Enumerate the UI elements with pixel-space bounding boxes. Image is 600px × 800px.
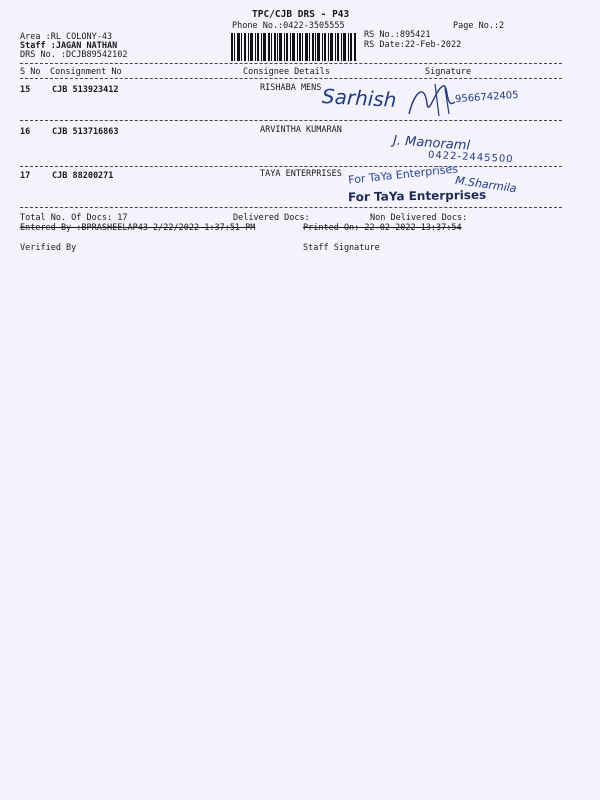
verified-by: Verified By xyxy=(20,243,77,253)
page-number: Page No.:2 xyxy=(453,21,505,31)
row-consignee: ARVINTHA KUMARAN xyxy=(260,125,342,135)
row-sno: 16 xyxy=(20,127,31,137)
divider xyxy=(20,207,562,208)
row-consignment: CJB 88200271 xyxy=(52,171,114,181)
divider xyxy=(20,120,562,121)
non-delivered-docs: Non Delivered Docs: xyxy=(370,213,468,223)
phone-number: Phone No.:0422-3505555 xyxy=(232,21,345,31)
rs-number: RS No.:895421 xyxy=(364,30,431,40)
company-stamp-main: For TaYa Enterprises xyxy=(347,187,487,205)
printed-on: Printed On: 22-02-2022 13:37:54 xyxy=(303,223,462,233)
col-consignee: Consignee Details xyxy=(243,67,330,77)
signature-row15-phone: 9566742405 xyxy=(454,89,519,106)
col-sno: S No xyxy=(20,67,41,77)
rs-date: RS Date:22-Feb-2022 xyxy=(364,40,462,50)
row-consignee: RISHABA MENS xyxy=(260,83,322,93)
signature-row16-phone: 0422-2445500 xyxy=(427,149,514,166)
row-sno: 15 xyxy=(20,85,31,95)
row-consignee: TAYA ENTERPRISES xyxy=(260,169,342,179)
signature-row15: Sarhish xyxy=(321,84,398,112)
row-consignment: CJB 513716863 xyxy=(52,127,119,137)
col-consignment: Consignment No xyxy=(50,67,122,77)
barcode-icon xyxy=(231,33,356,61)
signature-row16-name: J. Manoraml xyxy=(392,133,471,154)
drs-number: DRS No. :DCJB89542102 xyxy=(20,50,128,60)
signature-row17: M.Sharmila xyxy=(454,173,518,196)
staff-label: Staff :JAGAN NATHAN xyxy=(20,41,118,51)
document-title: TPC/CJB DRS - P43 xyxy=(252,9,350,20)
area-label: Area :RL COLONY-43 xyxy=(20,32,113,42)
row-consignment: CJB 513923412 xyxy=(52,85,119,95)
entered-by: Entered By :BPRASHEELAP43 2/22/2022 1:37:51 PM xyxy=(20,223,256,233)
staff-signature-label: Staff Signature xyxy=(303,243,380,253)
divider xyxy=(20,63,562,64)
divider xyxy=(20,166,562,167)
col-signature: Signature xyxy=(425,67,472,77)
divider xyxy=(20,78,562,79)
total-docs: Total No. Of Docs: 17 xyxy=(20,213,128,223)
company-stamp-top: For TaYa Enterprises xyxy=(347,162,459,187)
row-sno: 17 xyxy=(20,171,31,181)
delivered-docs: Delivered Docs: xyxy=(233,213,310,223)
